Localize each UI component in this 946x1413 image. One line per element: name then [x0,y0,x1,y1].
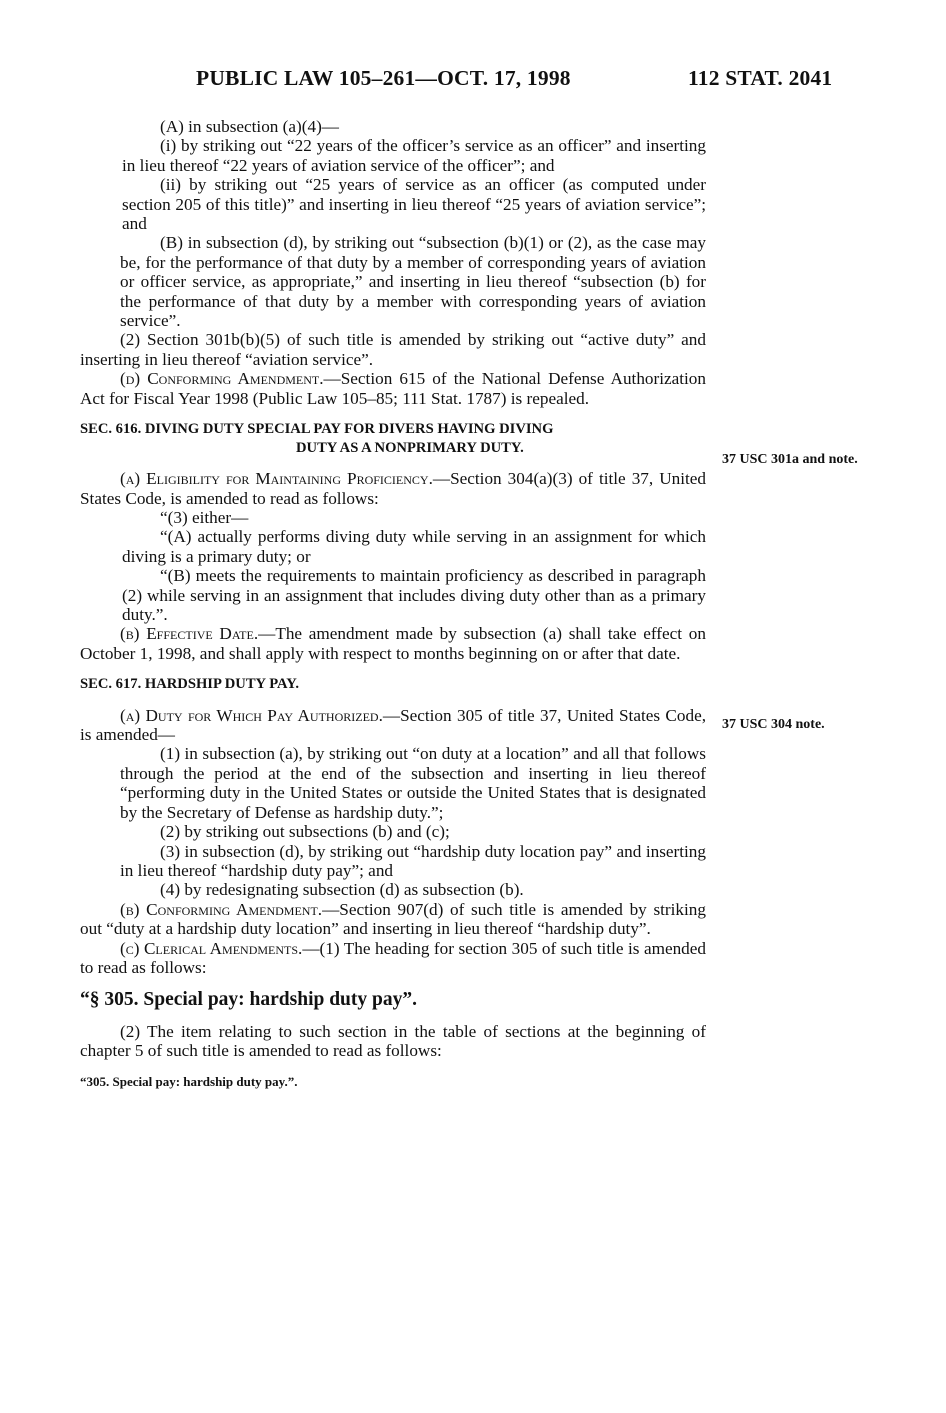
paragraph [80,469,706,508]
paragraph: “(B) meets the requirements to maintain proficiency as described in paragraph (2) while serving in an assignment that includes diving duty other than as a primary duty.”. [122,566,706,624]
subsection-text: —Section 304(a)(3) of title 37, United States Code, is amended to read as follows: [80,469,706,508]
body-text [80,117,706,1091]
paragraph: (A) in subsection (a)(4)— [160,117,339,136]
section-305-heading: “§ 305. Special pay: hardship duty pay”. [80,989,417,1011]
paragraph: (2) The item relating to such section in the table of sections at the beginning of chapter 5 of such title is amended to read as follows: [80,1021,706,1061]
paragraph [80,706,706,745]
paragraph: “(A) actually performs diving duty while serving in an assignment for which diving is a primary duty; or [122,527,706,566]
subsection-heading: (c) Clerical Amendments. [120,938,303,958]
margin-note-1: 37 USC 301a and note. [722,452,858,467]
subsection-heading: (d) Conforming Amendment. [120,369,324,389]
section-heading-617: SEC. 617. HARDSHIP DUTY PAY. [80,676,300,693]
paragraph: (2) Section 301b(b)(5) of such title is amended by striking out “active duty” and inserting in lieu thereof “aviation service”. [80,330,706,369]
paragraph: “(3) either— [160,507,249,527]
paragraph: (2) by striking out subsections (b) and (c); [160,822,450,842]
subsection-heading: (b) Effective Date. [120,624,259,644]
paragraph: (i) by striking out “22 years of the officer’s service as an officer” and inserting in lieu thereof “22 years of aviation service of the officer”; and [122,136,706,175]
paragraph: (4) by redesignating subsection (d) as subsection (b). [160,880,524,900]
paragraph [80,900,706,939]
paragraph: (ii) by striking out “25 years of service as an officer (as computed under section 205 of this title)” and inserting in lieu thereof “25 years of aviation service”; and [122,175,706,234]
paragraph [80,369,706,408]
subsection-text: —(1) The heading for section 305 of such title is amended to read as follows: [80,938,707,977]
table-item-305: “305. Special pay: hardship duty pay.”. [80,1073,298,1089]
section-heading-line: SEC. 616. DIVING DUTY SPECIAL PAY FOR DIVERS HAVING DIVING [80,421,554,438]
margin-note-2: 37 USC 304 note. [722,717,825,732]
subsection-text: —Section 305 of title 37, United States Code, is amended— [80,705,706,745]
paragraph [80,624,706,663]
subsection-text: —Section 615 of the National Defense Authorization Act for Fiscal Year 1998 (Public Law 105–85; 111 Stat. 1787) is repealed. [80,369,706,408]
subsection-heading: (a) Duty for Which Pay Authorized. [120,705,383,725]
paragraph: (1) in subsection (a), by striking out “on duty at a location” and all that follows through the period at the end of the subsection and inserting in lieu thereof “performing duty in the United States or outside the United States that is designated by the Secretary of Defense as hardship duty.”; [120,744,706,822]
subsection-text: —The amendment made by subsection (a) shall take effect on October 1, 1998, and shall apply with respect to months beginning on or after that date. [80,624,706,663]
section-heading-line: DUTY AS A NONPRIMARY DUTY. [296,439,524,456]
paragraph [80,939,706,978]
running-header-right: 112 STAT. 2041 [688,66,833,90]
section-heading-616 [80,420,706,457]
subsection-text: —Section 907(d) of such title is amended by striking out “duty at a hardship duty location” and inserting in lieu thereof “hardship duty”. [80,899,706,939]
subsection-heading: (b) Conforming Amendment. [120,899,323,919]
paragraph: (3) in subsection (d), by striking out “hardship duty location pay” and inserting in lieu thereof “hardship duty pay”; and [120,841,706,880]
subsection-heading: (a) Eligibility for Maintaining Proficiency. [120,469,433,489]
running-header-left: PUBLIC LAW 105–261—OCT. 17, 1998 [196,66,571,90]
paragraph: (B) in subsection (d), by striking out “subsection (b)(1) or (2), as the case may be, for the performance of that duty by a member of corresponding years of aviation or officer service, as appropriate,” and inserting in lieu thereof “subsection (b) for the performance of that duty by a member with corresponding years of aviation service”. [120,233,706,331]
